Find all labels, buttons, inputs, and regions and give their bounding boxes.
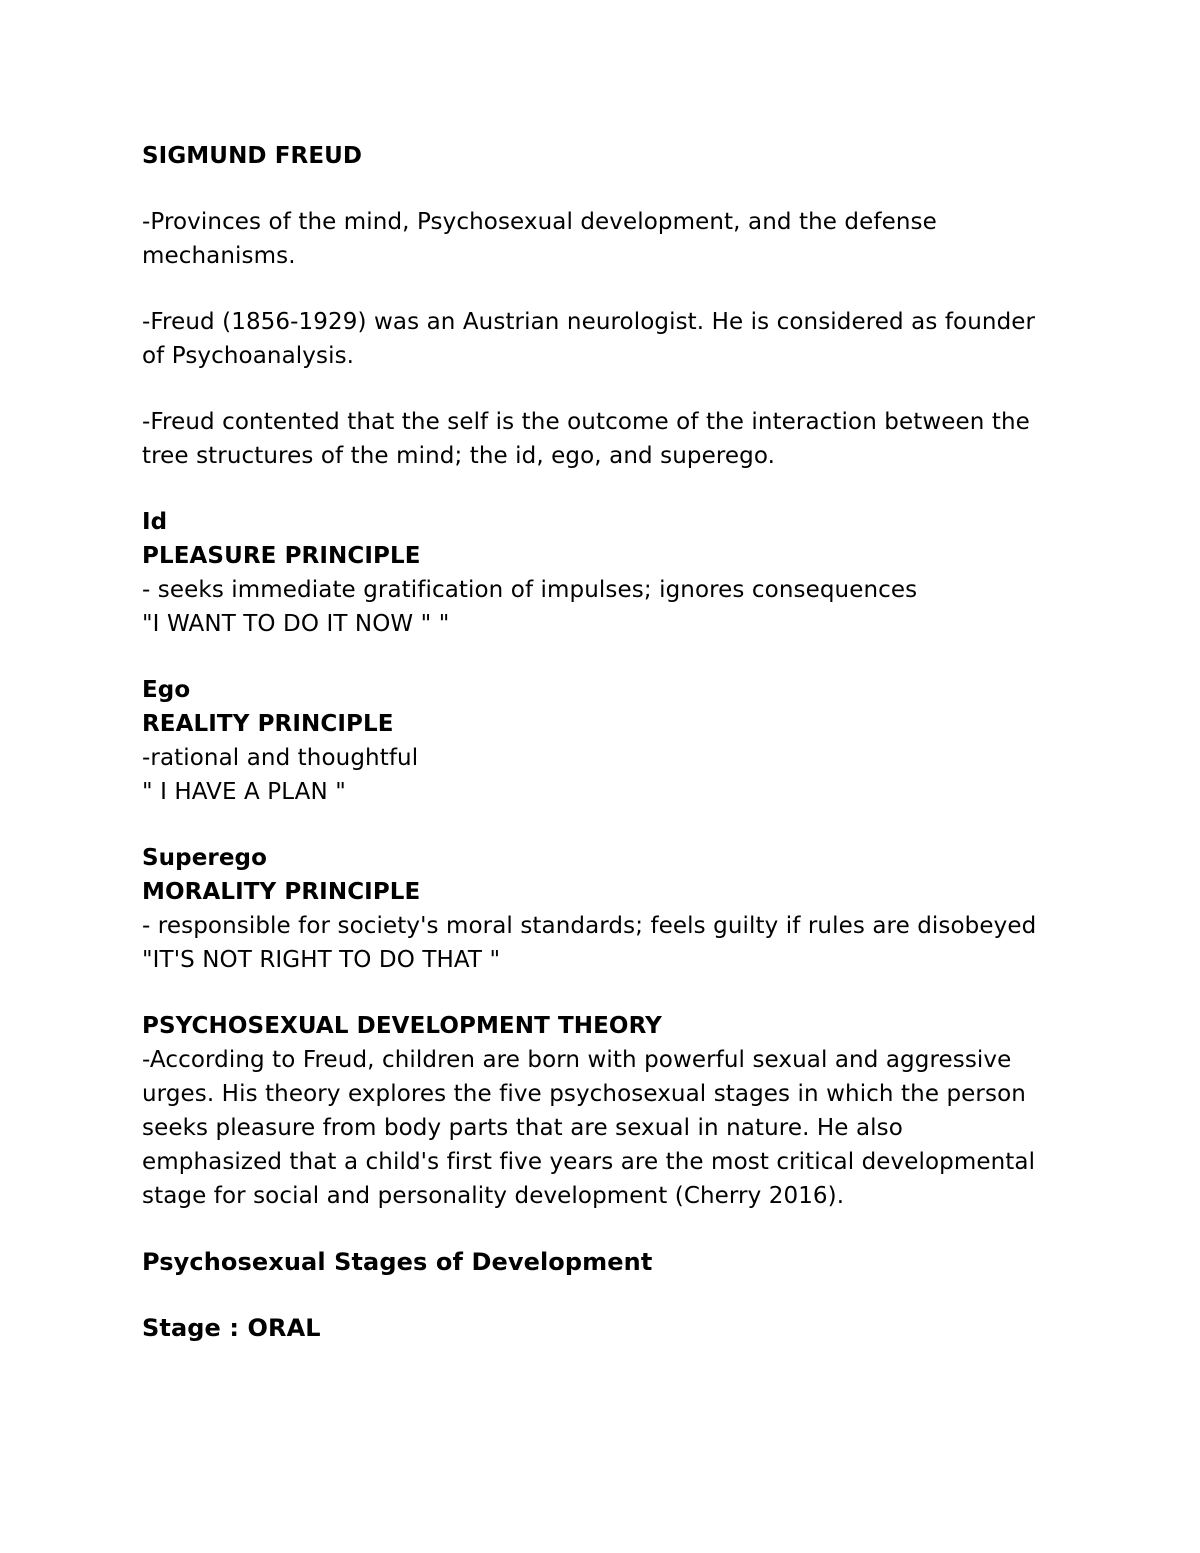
ego-heading: Ego (142, 677, 191, 703)
id-quote: "I WANT TO DO IT NOW " " (142, 611, 450, 637)
document-title: SIGMUND FREUD (142, 143, 363, 169)
ego-principle: REALITY PRINCIPLE (142, 711, 394, 737)
document-body (142, 139, 1042, 1345)
stage-label: Stage : ORAL (142, 1314, 321, 1342)
superego-description: - responsible for society's moral standards; feels guilty if rules are disobeyed (142, 913, 1037, 939)
theory-body: -According to Freud, children are born with powerful sexual and aggressive urges. His theory explores the five psychosexual stages in which the person seeks pleasure from body parts that are sexual in nature. He also emphasized that a child's first five years are the most critical developmental stage for social and personality development (Cherry 2016). (142, 1047, 1043, 1209)
intro-paragraph-3: -Freud contented that the self is the outcome of the interaction between the tree structures of the mind; the id, ego, and superego. (142, 409, 1038, 469)
superego-heading: Superego (142, 845, 268, 871)
intro-paragraph-1: -Provinces of the mind, Psychosexual development, and the defense mechanisms. (142, 209, 945, 269)
superego-principle: MORALITY PRINCIPLE (142, 879, 421, 905)
id-description: - seeks immediate gratification of impulses; ignores consequences (142, 577, 918, 603)
superego-quote: "IT'S NOT RIGHT TO DO THAT " (142, 947, 501, 973)
intro-paragraph-2: -Freud (1856-1929) was an Austrian neurologist. He is considered as founder of Psychoanalysis. (142, 309, 1043, 369)
ego-quote: " I HAVE A PLAN " (142, 779, 346, 805)
stages-heading: Psychosexual Stages of Development (142, 1248, 653, 1276)
id-principle: PLEASURE PRINCIPLE (142, 543, 421, 569)
id-heading: Id (142, 509, 168, 535)
ego-description: -rational and thoughtful (142, 745, 419, 771)
theory-heading: PSYCHOSEXUAL DEVELOPMENT THEORY (142, 1013, 662, 1039)
